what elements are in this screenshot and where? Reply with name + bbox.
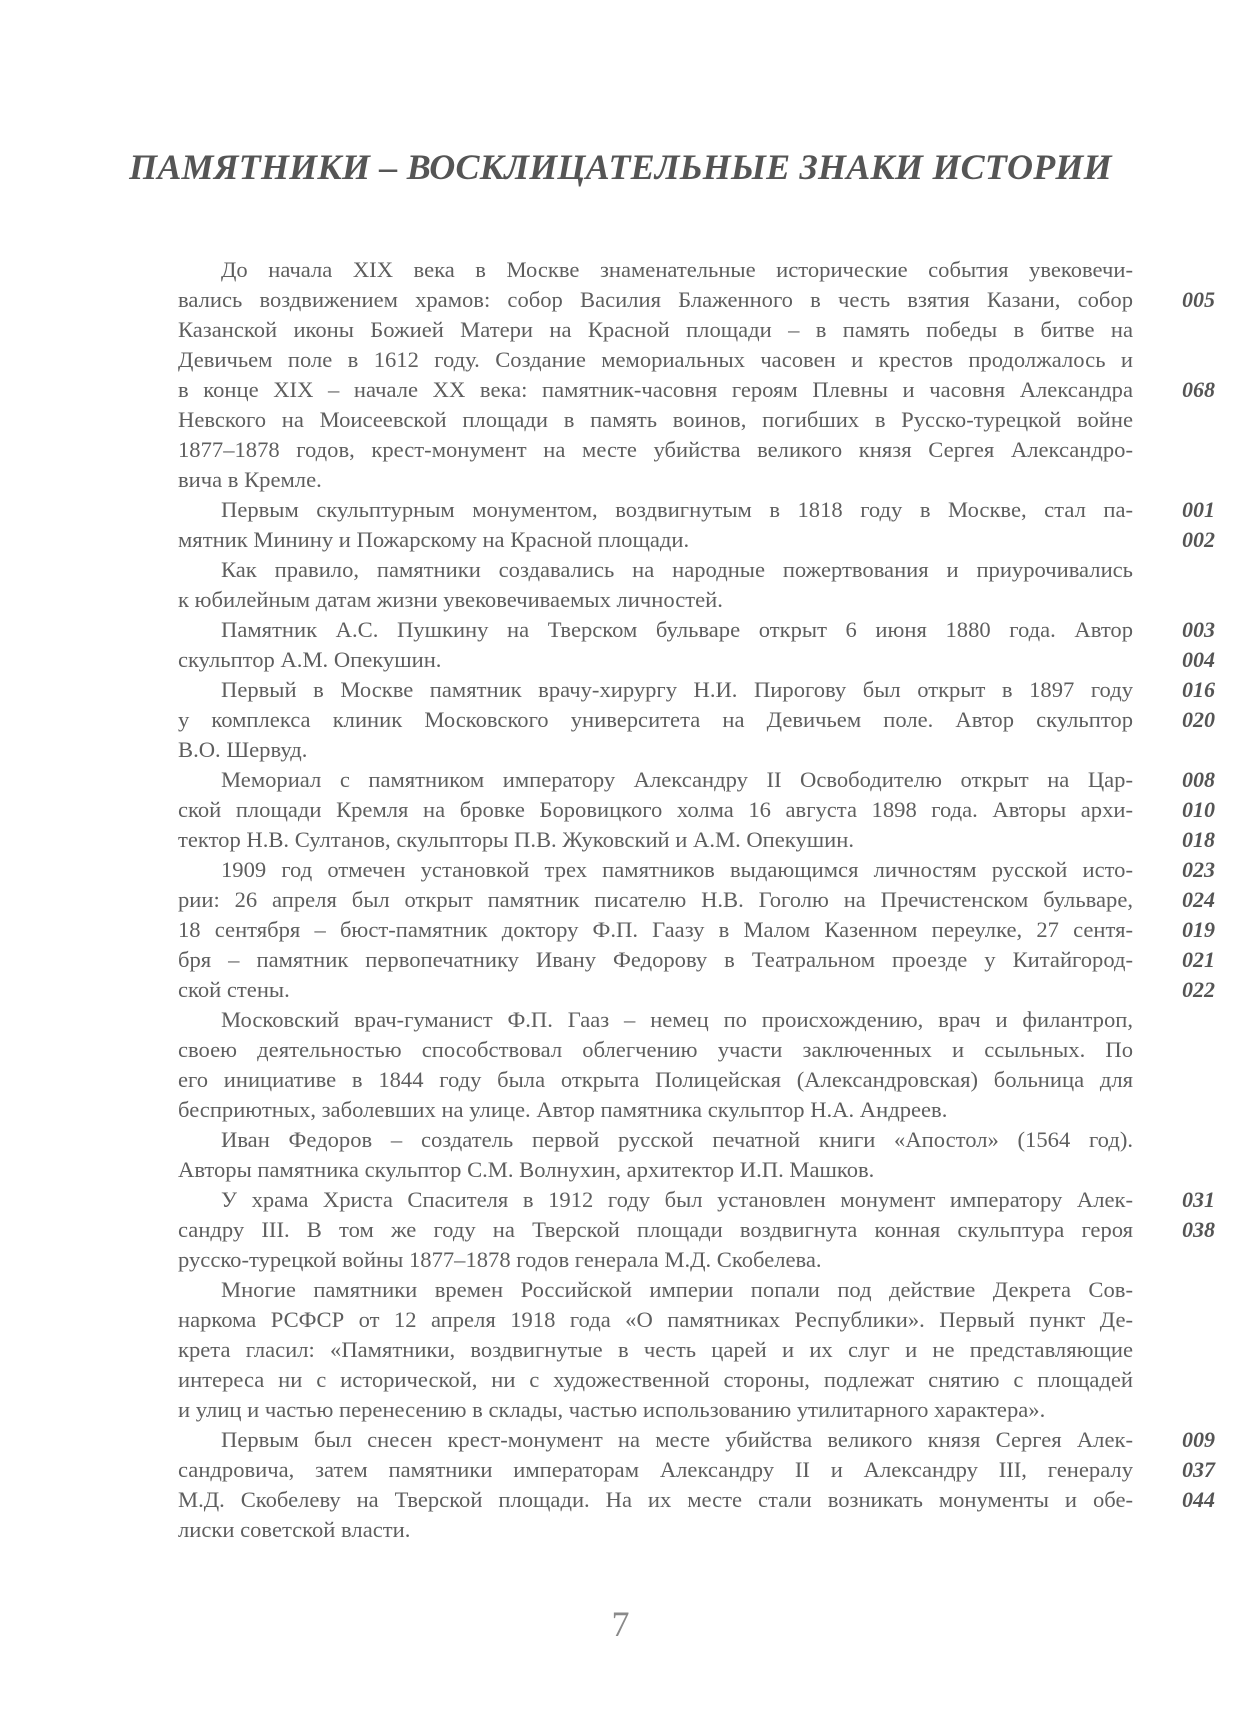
line-text: Московский врач-гуманист Ф.П. Гааз – немец по происхождению, врач и филантроп, — [221, 1007, 1133, 1032]
reference-number — [1145, 1125, 1215, 1155]
line-text: Как правило, памятники создавались на народные пожертвования и приурочивались — [221, 557, 1133, 582]
text-line — [178, 525, 1241, 555]
text-line — [178, 345, 1241, 375]
text-line — [178, 675, 1241, 705]
line-text: 18 сентября – бюст-памятник доктору Ф.П. Гаазу в Малом Казенном переулке, 27 сентя- — [178, 917, 1133, 942]
reference-number: 044 — [1182, 1487, 1215, 1512]
line-text: М.Д. Скобелеву на Тверской площади. На их месте стали возникать монументы и обе- — [178, 1487, 1133, 1512]
text-line — [178, 1455, 1241, 1485]
reference-number: 016 — [1182, 677, 1215, 702]
line-text: Казанской иконы Божией Матери на Красной площади – в память победы в битве на — [178, 317, 1133, 342]
text-line — [178, 315, 1241, 345]
article-body — [178, 255, 1241, 1545]
text-line — [178, 435, 1241, 465]
line-text: ской стены. — [178, 977, 290, 1002]
line-text: его инициативе в 1844 году была открыта Полицейская (Александровская) больница для — [178, 1067, 1133, 1092]
text-line — [178, 555, 1241, 585]
reference-number — [1145, 255, 1215, 285]
line-text: наркома РСФСР от 12 апреля 1918 года «О памятниках Республики». Первый пункт Де- — [178, 1307, 1133, 1332]
text-line — [178, 1095, 1241, 1125]
reference-number: 021 — [1182, 947, 1215, 972]
line-text: лиски советской власти. — [178, 1517, 411, 1542]
reference-number: 004 — [1182, 647, 1215, 672]
text-line — [178, 1035, 1241, 1065]
line-text: 1909 год отмечен установкой трех памятников выдающимся личностям русской исто- — [221, 857, 1133, 882]
text-line — [178, 585, 1241, 615]
line-text: к юбилейным датам жизни увековечиваемых личностей. — [178, 587, 723, 612]
reference-number: 037 — [1182, 1457, 1215, 1482]
reference-number — [1145, 735, 1215, 765]
text-line — [178, 1005, 1241, 1035]
line-text: Невского на Моисеевской площади в память воинов, погибших в Русско-турецкой войне — [178, 407, 1133, 432]
reference-number: 005 — [1182, 287, 1215, 312]
line-text: У храма Христа Спасителя в 1912 году был установлен монумент императору Алек- — [221, 1187, 1133, 1212]
reference-number: 020 — [1182, 707, 1215, 732]
reference-number — [1145, 465, 1215, 495]
text-line — [178, 1275, 1241, 1305]
reference-number — [1145, 405, 1215, 435]
text-line — [178, 705, 1241, 735]
line-text: у комплекса клиник Московского университета на Девичьем поле. Автор скульптор — [178, 707, 1133, 732]
reference-number — [1145, 1005, 1215, 1035]
line-text: 1877–1878 годов, крест-монумент на месте убийства великого князя Сергея Александро- — [178, 437, 1133, 462]
text-line — [178, 765, 1241, 795]
page-number: 7 — [611, 1604, 630, 1644]
text-line — [178, 255, 1241, 285]
reference-number — [1145, 1335, 1215, 1365]
text-line — [178, 1305, 1241, 1335]
line-text: ской площади Кремля на бровке Боровицкого холма 16 августа 1898 года. Авторы архи- — [178, 797, 1133, 822]
line-text: сандровича, затем памятники императорам Александру II и Александру III, генералу — [178, 1457, 1133, 1482]
text-line — [178, 1125, 1241, 1155]
reference-number — [1145, 435, 1215, 465]
text-line — [178, 1185, 1241, 1215]
line-text: Памятник А.С. Пушкину на Тверском бульваре открыт 6 июня 1880 года. Автор — [221, 617, 1133, 642]
reference-number: 002 — [1182, 527, 1215, 552]
line-text: бря – памятник первопечатнику Ивану Федорову в Театральном проезде у Китайгород- — [178, 947, 1133, 972]
reference-number: 019 — [1182, 917, 1215, 942]
text-line — [178, 945, 1241, 975]
text-line — [178, 645, 1241, 675]
reference-number: 008 — [1182, 767, 1215, 792]
reference-number: 001 — [1182, 497, 1215, 522]
reference-number: 003 — [1182, 617, 1215, 642]
line-text: сандру III. В том же году на Тверской площади воздвигнута конная скульптура героя — [178, 1217, 1133, 1242]
reference-number: 024 — [1182, 887, 1215, 912]
text-line — [178, 1365, 1241, 1395]
line-text: Девичьем поле в 1612 году. Создание мемориальных часовен и крестов продолжалось и — [178, 347, 1133, 372]
reference-number — [1145, 1155, 1215, 1185]
text-line — [178, 1065, 1241, 1095]
text-line — [178, 735, 1241, 765]
line-text: русско-турецкой войны 1877–1878 годов генерала М.Д. Скобелева. — [178, 1247, 822, 1272]
line-text: рии: 26 апреля был открыт памятник писателю Н.В. Гоголю на Пречистенском бульваре, — [178, 887, 1133, 912]
text-line — [178, 825, 1241, 855]
line-text: крета гласил: «Памятники, воздвигнутые в честь царей и их слуг и не представляющие — [178, 1337, 1133, 1362]
reference-number: 018 — [1182, 827, 1215, 852]
text-line — [178, 405, 1241, 435]
line-text: интереса ни с исторической, ни с художественной стороны, подлежат снятию с площадей — [178, 1367, 1133, 1392]
line-text: тектор Н.В. Султанов, скульпторы П.В. Жуковский и А.М. Опекушин. — [178, 827, 854, 852]
line-text: Первый в Москве памятник врачу-хирургу Н.И. Пирогову был открыт в 1897 году — [221, 677, 1133, 702]
reference-number — [1145, 1095, 1215, 1125]
text-line — [178, 1485, 1241, 1515]
text-line — [178, 855, 1241, 885]
line-text: вича в Кремле. — [178, 467, 322, 492]
text-line — [178, 795, 1241, 825]
line-text: Первым скульптурным монументом, воздвигнутым в 1818 году в Москве, стал па- — [221, 497, 1133, 522]
reference-number — [1145, 1065, 1215, 1095]
text-line — [178, 495, 1241, 525]
text-line — [178, 615, 1241, 645]
line-text: В.О. Шервуд. — [178, 737, 308, 762]
reference-number — [1145, 555, 1215, 585]
line-text: Многие памятники времен Российской империи попали под действие Декрета Сов- — [221, 1277, 1133, 1302]
reference-number — [1145, 1515, 1215, 1545]
reference-number: 009 — [1182, 1427, 1215, 1452]
reference-number — [1145, 345, 1215, 375]
reference-number — [1145, 315, 1215, 345]
reference-number: 068 — [1182, 377, 1215, 402]
reference-number: 038 — [1182, 1217, 1215, 1242]
line-text: Первым был снесен крест-монумент на месте убийства великого князя Сергея Алек- — [221, 1427, 1133, 1452]
text-line — [178, 1155, 1241, 1185]
text-line — [178, 975, 1241, 1005]
text-line — [178, 885, 1241, 915]
reference-number — [1145, 1395, 1215, 1425]
reference-number — [1145, 1245, 1215, 1275]
text-line — [178, 1425, 1241, 1455]
reference-number: 022 — [1182, 977, 1215, 1002]
line-text: Авторы памятника скульптор С.М. Волнухин, архитектор И.П. Машков. — [178, 1157, 875, 1182]
line-text: мятник Минину и Пожарскому на Красной площади. — [178, 527, 690, 552]
reference-number: 031 — [1182, 1187, 1215, 1212]
text-line — [178, 375, 1241, 405]
text-line — [178, 1245, 1241, 1275]
reference-number: 023 — [1182, 857, 1215, 882]
line-text: скульптор А.М. Опекушин. — [178, 647, 442, 672]
line-text: и улиц и частью перенесению в склады, частью использованию утилитарного характера». — [178, 1397, 1046, 1422]
text-line — [178, 1215, 1241, 1245]
page-title: ПАМЯТНИКИ – ВОСКЛИЦАТЕЛЬНЫЕ ЗНАКИ ИСТОРИИ — [129, 147, 1112, 187]
text-line — [178, 285, 1241, 315]
text-line — [178, 915, 1241, 945]
reference-number — [1145, 1305, 1215, 1335]
text-line — [178, 1395, 1241, 1425]
line-text: вались воздвижением храмов: собор Василия Блаженного в честь взятия Казани, собор — [178, 287, 1133, 312]
line-text: Иван Федоров – создатель первой русской печатной книги «Апостол» (1564 год). — [221, 1127, 1133, 1152]
line-text: До начала XIX века в Москве знаменательные исторические события увековечи- — [221, 257, 1133, 282]
reference-number: 010 — [1182, 797, 1215, 822]
line-text: бесприютных, заболевших на улице. Автор памятника скульптор Н.А. Андреев. — [178, 1097, 948, 1122]
text-line — [178, 1515, 1241, 1545]
reference-number — [1145, 585, 1215, 615]
reference-number — [1145, 1275, 1215, 1305]
text-line — [178, 1335, 1241, 1365]
line-text: Мемориал с памятником императору Александру II Освободителю открыт на Цар- — [221, 767, 1133, 792]
reference-number — [1145, 1365, 1215, 1395]
reference-number — [1145, 1035, 1215, 1065]
text-line — [178, 465, 1241, 495]
line-text: в конце XIX – начале XX века: памятник-часовня героям Плевны и часовня Александра — [178, 377, 1133, 402]
line-text: своею деятельностью способствовал облегчению участи заключенных и ссыльных. По — [178, 1037, 1133, 1062]
